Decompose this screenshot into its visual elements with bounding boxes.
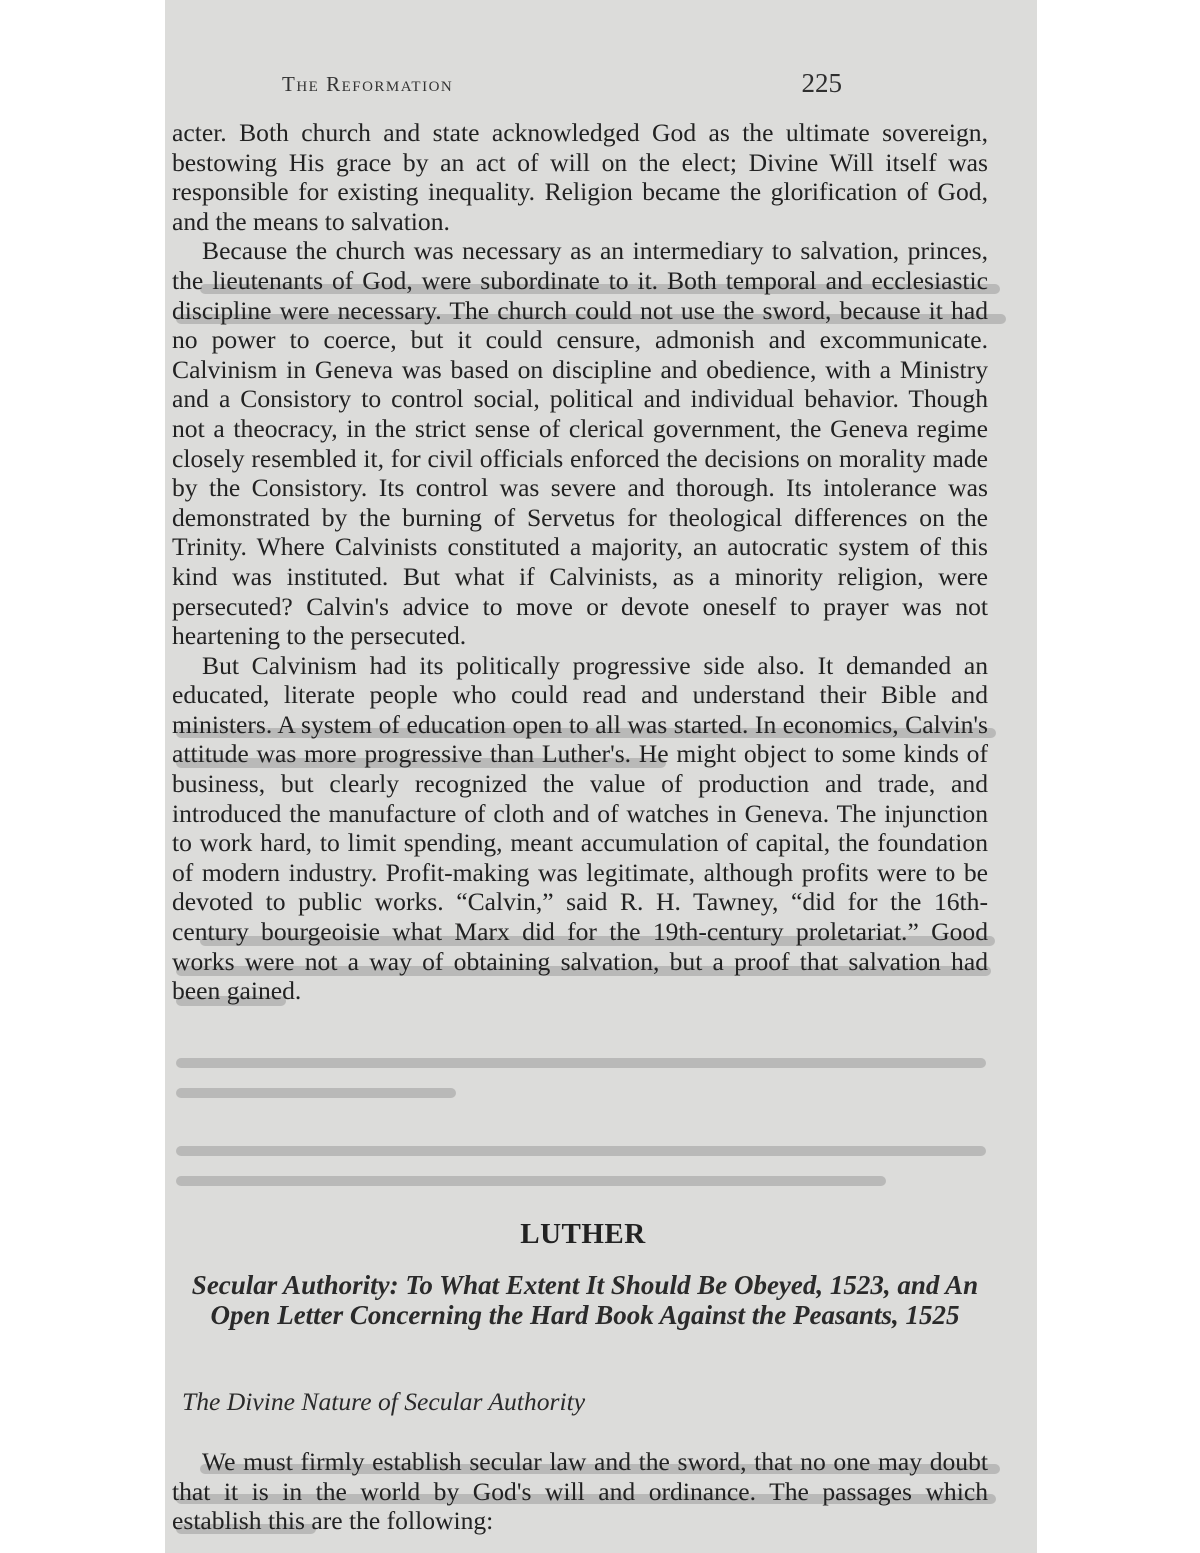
section-title: LUTHER: [520, 1218, 646, 1250]
paragraph-4: We must firmly establish secular law and the sword, that no one may doubt that it is in the world by God's will and ordinance. The passages which establish this are the following:: [172, 1447, 988, 1536]
highlight-mark: [176, 1088, 456, 1098]
highlight-mark: [176, 1058, 986, 1068]
highlight-mark: [176, 1176, 886, 1186]
highlight-mark: [176, 1146, 986, 1156]
paragraph-1: acter. Both church and state acknowledged God as the ultimate sovereign, bestowing His grace by an act of will on the elect; Divine Will itself was responsible for existing inequality. Religion became the glorification of God, and the means to salvation.: [172, 118, 988, 236]
subsection-heading: The Divine Nature of Secular Authority: [182, 1387, 586, 1416]
running-title: The Reformation: [282, 72, 454, 96]
section-body: [172, 1447, 988, 1536]
document-title: Secular Authority: To What Extent It Should Be Obeyed, 1523, and An Open Letter Concerning the Hard Book Against the Peasants, 1525: [191, 1270, 979, 1330]
body-text: [172, 118, 988, 1006]
page-header: [282, 68, 842, 108]
paragraph-2: Because the church was necessary as an intermediary to salvation, princes, the lieutenants of God, were subordinate to it. Both temporal and ecclesiastic discipline were necessary. The church could not use the sword, because it had no power to coerce, but it could censure, admonish and excommunicate. Calvinism in Geneva was based on discipline and obedience, with a Ministry and a Consistory to control social, political and individual behavior. Though not a theocracy, in the strict sense of clerical government, the Geneva regime closely resembled it, for civil officials enforced the decisions on morality made by the Consistory. Its control was severe and thorough. Its intolerance was demonstrated by the burning of Servetus for theological differences on the Trinity. Where Calvinists constituted a majority, an autocratic system of this kind was instituted. But what if Calvinists, as a minority religion, were persecuted? Calvin's advice to move or devote oneself to prayer was not heartening to the persecuted.: [172, 236, 988, 651]
paragraph-3: But Calvinism had its politically progressive side also. It demanded an educated, literate people who could read and understand their Bible and ministers. A system of education open to all was started. In economics, Calvin's attitude was more progressive than Luther's. He might object to some kinds of business, but clearly recognized the value of production and trade, and introduced the manufacture of cloth and of watches in Geneva. The injunction to work hard, to limit spending, meant accumulation of capital, the foundation of modern industry. Profit-making was legitimate, although profits were to be devoted to public works. “Calvin,” said R. H. Tawney, “did for the 16th-century bourgeoisie what Marx did for the 19th-century proletariat.” Good works were not a way of obtaining salvation, but a proof that salvation had been gained.: [172, 650, 988, 1006]
page-number: 225: [801, 68, 842, 98]
